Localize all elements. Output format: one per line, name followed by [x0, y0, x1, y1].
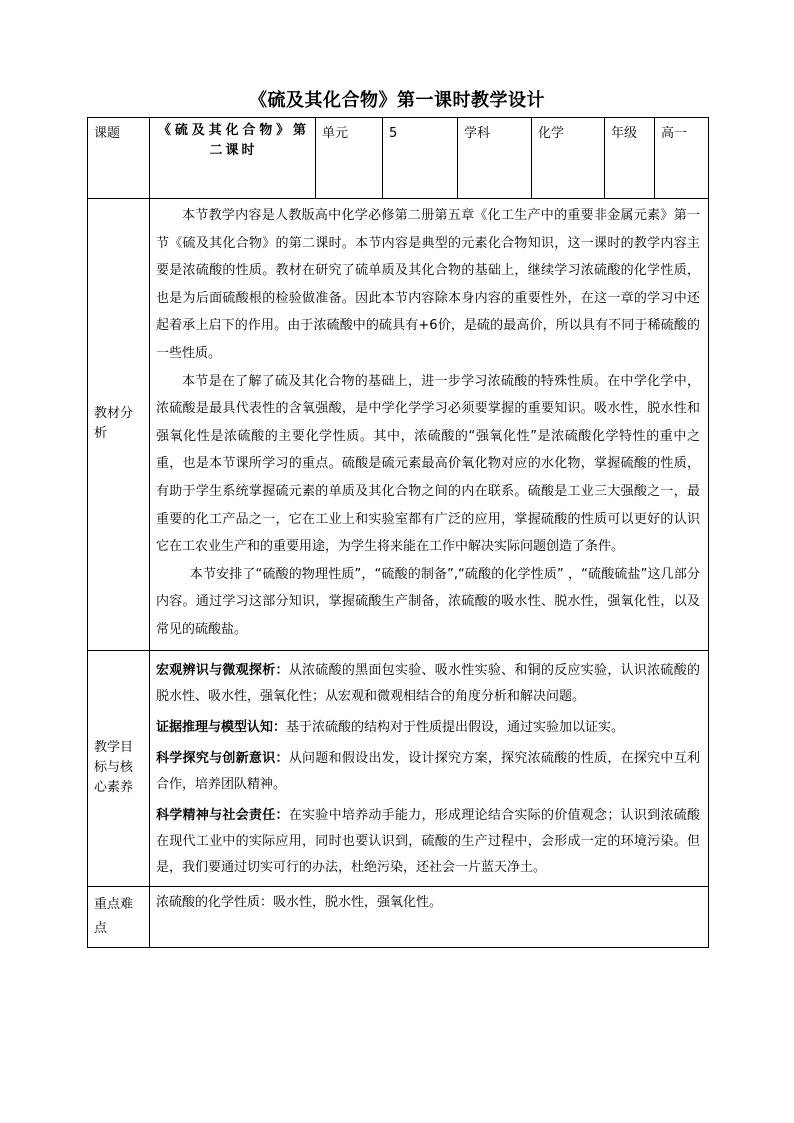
analysis-paragraph: 本节安排了“硫酸的物理性质”，“硫酸的制备”,“硫酸的化学性质” ，“硫酸硫盐”这几部分内容。通过学习这部分知识，掌握硫酸生产制备，浓硫酸的吸水性、脱水性，强氧化性，以及常见的硫酸盐。 [156, 566, 700, 637]
goals-row [88, 650, 709, 886]
goal-text: 在实验中培养动手能力，形成理论结合实际的价值观念；认识到浓硫酸在现代工业中的实际应用，同时也要认识到，硫酸的生产过程中，会形成一定的环境污染。但是，我们要通过切实可行的办法，杜绝污染，还社会一片蓝天净土。 [156, 807, 700, 875]
goal-heading: 科学精神与社会责任： [156, 807, 289, 823]
goal-item [156, 658, 700, 710]
analysis-paragraph: 本节教学内容是人教版高中化学必修第二册第五章《化工生产中的重要非金属元素》第一节《硫及其化合物》的第二课时。本节内容是典型的元素化合物知识，这一课时的教学内容主要是浓硫酸的性质。教材在研究了硫单质及其化合物的基础上，继续学习浓硫酸的化学性质，也是为后面硫酸根的检验做准备。因此本节内容除本身内容的重要性外，在这一章的学习中还起着承上启下的作用。由于浓硫酸中的硫具有+6价，是硫的最高价，所以具有不同于稀硫酸的一些性质。 [156, 208, 700, 361]
goal-item [156, 746, 700, 798]
analysis-label: 教材分析 [88, 199, 150, 651]
lesson-plan-table [87, 117, 709, 948]
grade-value: 高一 [655, 118, 709, 199]
keypoints-label: 重点难点 [88, 886, 150, 947]
topic-label: 课题 [88, 118, 150, 199]
analysis-paragraph: 本节是在了解了硫及其化合物的基础上，进一步学习浓硫酸的特殊性质。在中学化学中，浓硫酸是最具代表性的含氧强酸，是中学化学学习必须要掌握的重要知识。吸水性，脱水性和强氧化性是浓硫酸的主要化学性质。其中，浓硫酸的“强氧化性”是浓硫酸化学特性的重中之重，也是本节课所学习的重点。硫酸是硫元素最高价氧化物对应的水化物，掌握硫酸的性质，有助于学生系统掌握硫元素的单质及其化合物之间的内在联系。硫酸是工业三大强酸之一，最重要的化工产品之一，它在工业上和实验室都有广泛的应用，掌握硫酸的性质可以更好的认识它在工农业生产和的重要用途，为学生将来能在工作中解决实际问题创造了条件。 [156, 373, 700, 555]
analysis-row [88, 199, 709, 651]
keypoints-content: 浓硫酸的化学性质：吸水性，脱水性，强氧化性。 [150, 886, 709, 947]
topic-value: 《硫及其化合物》第二课时 [150, 118, 316, 199]
goals-content [150, 650, 709, 886]
goals-label: 教学目标与核心素养 [88, 650, 150, 886]
analysis-content [150, 199, 709, 651]
goal-text: 基于浓硫酸的结构对于性质提出假设，通过实验加以证实。 [286, 719, 625, 735]
document-title: 《硫及其化合物》第一课时教学设计 [249, 90, 545, 111]
subject-value: 化学 [532, 118, 605, 199]
subject-label: 学科 [458, 118, 532, 199]
goal-heading: 证据推理与模型认知： [156, 719, 287, 735]
goal-item [156, 715, 700, 741]
goal-heading: 科学探究与创新意识： [156, 750, 289, 766]
goal-text: 从浓硫酸的黑面包实验、吸水性实验、和铜的反应实验，认识浓硫酸的脱水性、吸水性，强氧化性；从宏观和微观相结合的角度分析和解决问题。 [156, 662, 700, 704]
unit-label: 单元 [316, 118, 383, 199]
goal-item [156, 803, 700, 881]
header-row [88, 118, 709, 199]
grade-label: 年级 [605, 118, 655, 199]
unit-value: 5 [383, 118, 458, 199]
goal-heading: 宏观辨识与微观探析： [156, 662, 289, 678]
goal-text: 从问题和假设出发，设计探究方案，探究浓硫酸的性质，在探究中互利合作，培养团队精神。 [156, 750, 700, 792]
keypoints-row [88, 886, 709, 947]
